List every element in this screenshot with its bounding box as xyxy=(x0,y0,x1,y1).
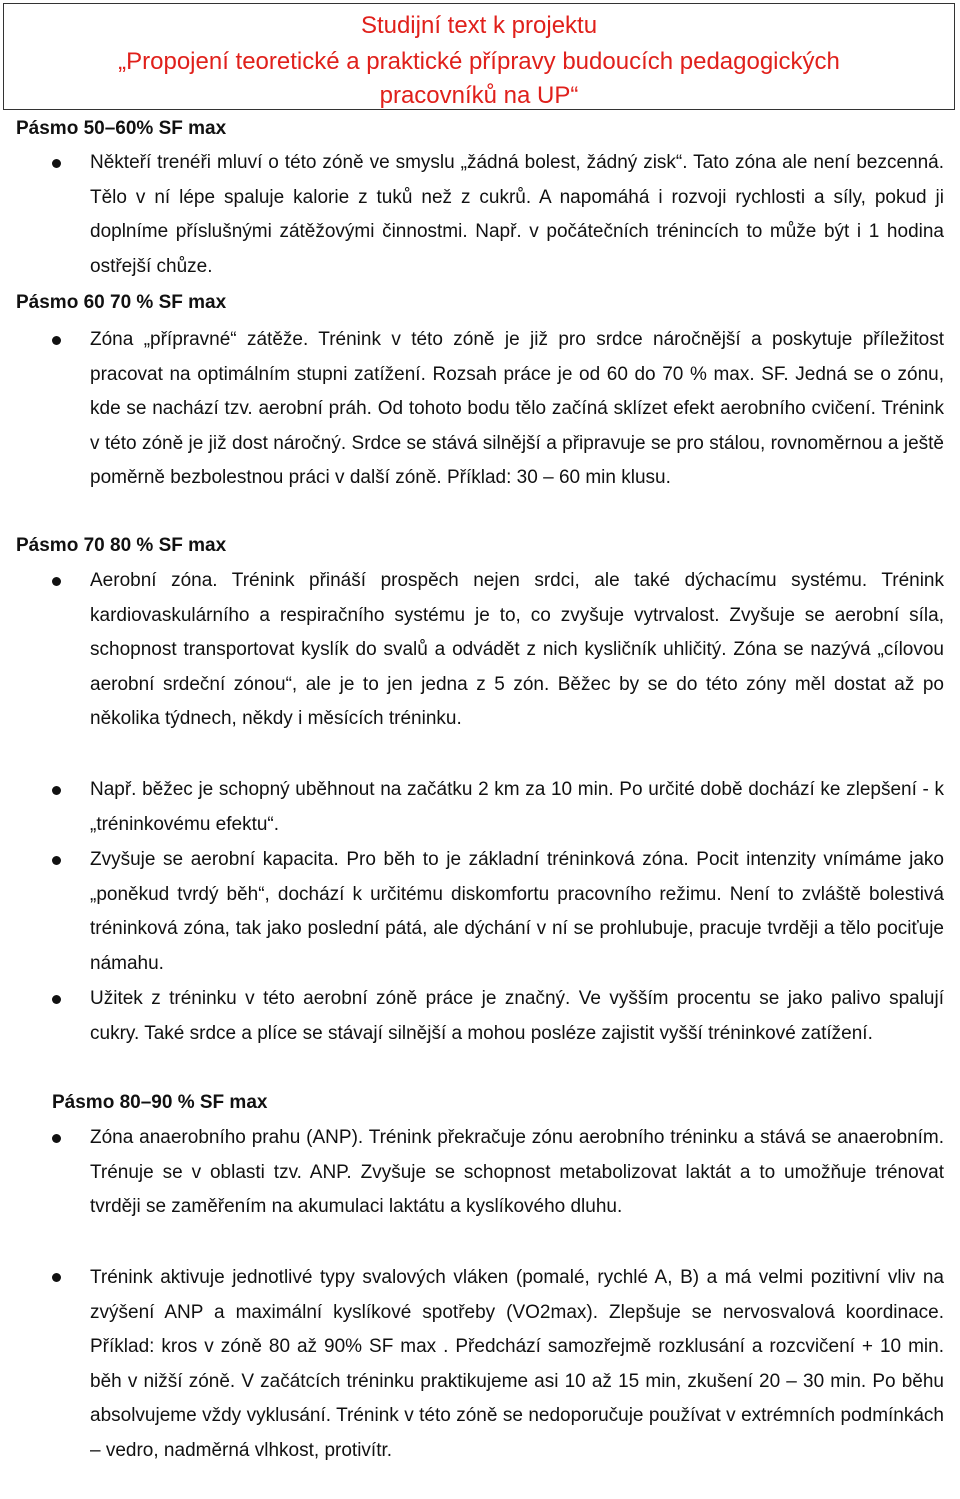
bullet-icon xyxy=(52,1134,61,1143)
bullet-icon xyxy=(52,786,61,795)
list-item: Zóna anaerobního prahu (ANP). Trénink překračuje zónu aerobního tréninku a stává se anaerobním. Trénuje se v oblasti tzv. ANP. Zvyšuje se schopnost metabolizovat laktát a to umožňuje trénovat tvrději se zaměřením na akumulaci laktátu a kyslíkového dluhu. xyxy=(90,1127,944,1217)
header-project-name: „Propojení teoretické a praktické přípravy budoucích pedagogických xyxy=(118,48,840,75)
list-item: Někteří trenéři mluví o této zóně ve smyslu „žádná bolest, žádný zisk“. Tato zóna ale není bezcenná. Tělo v ní lépe spaluje kalorie z tuků než z cukrů. A napomáhá i rozvoji rychlosti a síly, pokud ji doplníme příslušnými zátěžovými činnostmi. Např. v počátečních trénincích to může být i 1 hodina ostřejší chůze. xyxy=(90,152,944,277)
list-item: Např. běžec je schopný uběhnout na začátku 2 km za 10 min. Po určité době dochází ke zlepšení - k „tréninkovému efektu“. xyxy=(90,779,944,835)
section-heading: Pásmo 60 70 % SF max xyxy=(16,292,227,313)
bullet-icon xyxy=(52,995,61,1004)
section-heading: Pásmo 80–90 % SF max xyxy=(52,1092,268,1113)
section-heading: Pásmo 50–60% SF max xyxy=(16,118,227,139)
list-item: Aerobní zóna. Trénink přináší prospěch nejen srdci, ale také dýchacímu systému. Trénink kardiovaskulárního a respiračního systému je to, co zvyšuje vytrvalost. Zvyšuje se aerobní síla, schopnost transportovat kyslík do svalů a odvádět z nich kysličník uhličitý. Zóna se nazývá „cílovou aerobní srdeční zónou“, ale je to jen jedna z 5 zón. Běžec by se do této zóny měl dostat až po několika týdnech, někdy i měsících tréninku. xyxy=(90,570,944,729)
list-item: Trénink aktivuje jednotlivé typy svalových vláken (pomalé, rychlé A, B) a má velmi pozitivní vliv na zvýšení ANP a maximální kyslíkové spotřeby (VO2max). Zlepšuje se nervosvalová koordinace. Příklad: kros v zóně 80 až 90% SF max . Předchází samozřejmě rozklusání a rozcvičení + 10 min. běh v nižší zóně. V začátcích tréninku praktikujeme asi 10 až 15 min, zkušení 20 – 30 min. Po běhu absolvujeme vždy vyklusání. Trénink v této zóně se nedoporučuje používat v extrémních podmínkách – vedro, nadměrná vlhkost, protivítr. xyxy=(90,1267,944,1461)
bullet-icon xyxy=(52,336,61,345)
header-project-name-cont: pracovníků na UP“ xyxy=(379,82,579,109)
document-header xyxy=(3,3,955,110)
list-item: Užitek z tréninku v této aerobní zóně práce je značný. Ve vyšším procentu se jako palivo spalují cukry. Také srdce a plíce se stávají silnější a mohou posléze zajistit vyšší tréninkové zatížení. xyxy=(90,988,944,1044)
header-title: Studijní text k projektu xyxy=(360,12,598,39)
list-item: Zóna „přípravné“ zátěže. Trénink v této zóně je již pro srdce náročnější a poskytuje příležitost pracovat na optimálním stupni zatížení. Rozsah práce je od 60 do 70 % max. SF. Jedná se o zónu, kde se nachází tzv. aerobní práh. Od tohoto bodu tělo začíná sklízet efekt aerobního cvičení. Trénink v této zóně je již dost náročný. Srdce se stává silnější a připravuje se pro stálou, rovnoměrnou a ještě poměrně bezbolestnou práci v další zóně. Příklad: 30 – 60 min klusu. xyxy=(90,329,944,488)
section-heading: Pásmo 70 80 % SF max xyxy=(16,535,227,556)
bullet-icon xyxy=(52,159,61,168)
bullet-icon xyxy=(52,1273,61,1282)
bullet-icon xyxy=(52,577,61,586)
list-item: Zvyšuje se aerobní kapacita. Pro běh to je základní tréninková zóna. Pocit intenzity vnímáme jako „poněkud tvrdý běh“, dochází k určitému diskomfortu pracovního režimu. Není to zvláště bolestivá tréninková zóna, tak jako poslední pátá, ale dýchání v ní se prohlubuje, pracuje tvrději a tělo pociťuje námahu. xyxy=(90,849,944,974)
bullet-icon xyxy=(52,856,61,865)
